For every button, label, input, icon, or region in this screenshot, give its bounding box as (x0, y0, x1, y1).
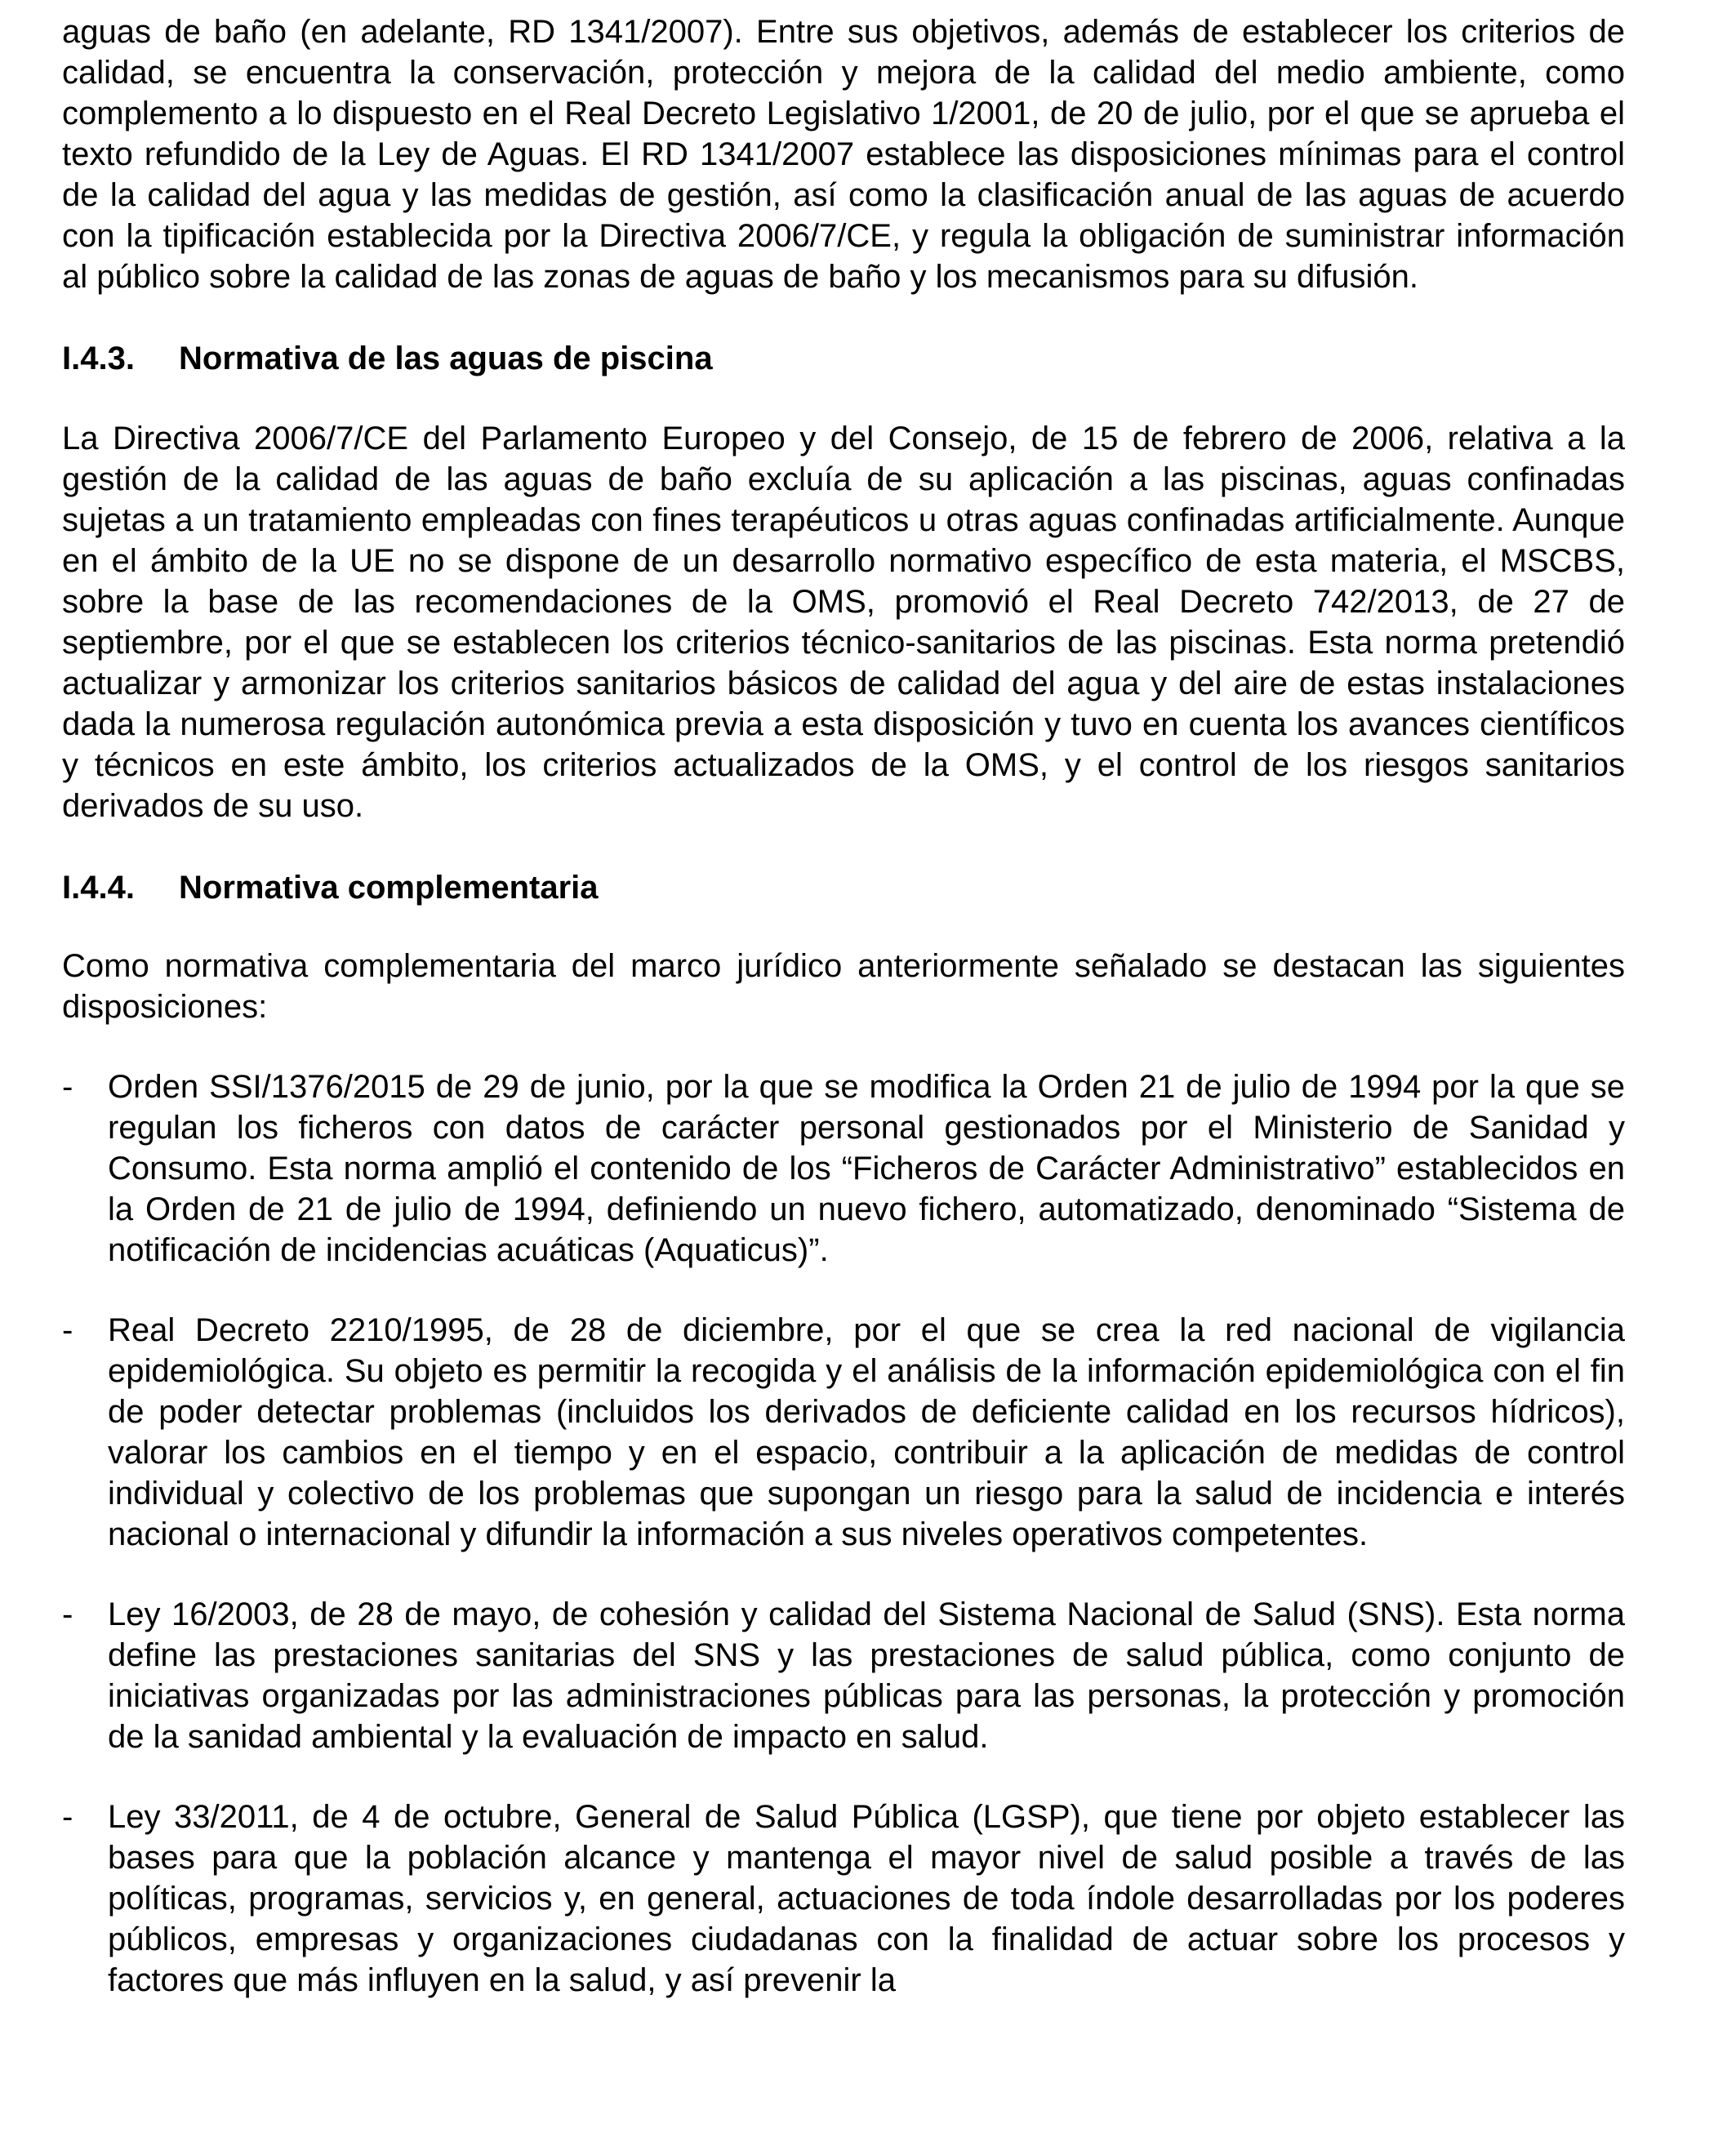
list-item (62, 1066, 1625, 1271)
list-item-text: Ley 16/2003, de 28 de mayo, de cohesión y calidad del Sistema Nacional de Salud (SNS). Esta norma define las prestaciones sanitarias del SNS y las prestaciones de salud pública, como conjunto de iniciativas organizadas por las administraciones públicas para las personas, la protección y promoción de la sanidad ambiental y la evaluación de impacto en salud. (108, 1596, 1625, 1755)
section-heading-444 (62, 867, 1625, 908)
list-bullet: - (62, 1069, 73, 1105)
section-number: I.4.4. (62, 870, 135, 906)
list-item (62, 1594, 1625, 1757)
section-title: Normativa de las aguas de piscina (179, 341, 713, 376)
section-444-intro-paragraph: Como normativa complementaria del marco jurídico anteriormente señalado se destacan las siguientes disposiciones: (62, 948, 1625, 1025)
list-bullet: - (62, 1799, 73, 1835)
list-item-text: Real Decreto 2210/1995, de 28 de diciembre, por el que se crea la red nacional de vigilancia epidemiológica. Su objeto es permitir la recogida y el análisis de la información epidemiológica con el fin de poder detectar problemas (incluidos los derivados de deficiente calidad en los recursos hídricos), valorar los cambios en el tiempo y en el espacio, contribuir a la aplicación de medidas de control individual y colectivo de los problemas que supongan un riesgo para la salud de incidencia e interés nacional o internacional y difundir la información a sus niveles operativos competentes. (108, 1312, 1625, 1552)
section-number: I.4.3. (62, 341, 135, 376)
list-bullet: - (62, 1596, 73, 1632)
section-title: Normativa complementaria (179, 870, 599, 906)
section-heading-443 (62, 338, 1625, 379)
dispositions-list (62, 1066, 1625, 2001)
list-bullet: - (62, 1312, 73, 1348)
list-item-text: Orden SSI/1376/2015 de 29 de junio, por la que se modifica la Orden 21 de julio de 1994 por la que se regulan los ficheros con datos de carácter personal gestionados por el Ministerio de Sanidad y Consumo. Esta norma amplió el contenido de los “Ficheros de Carácter Administrativo” establecidos en la Orden de 21 de julio de 1994, definiendo un nuevo fichero, automatizado, denominado “Sistema de notificación de incidencias acuáticas (Aquaticus)”. (108, 1069, 1625, 1268)
list-item (62, 1797, 1625, 2001)
document-page (62, 11, 1625, 2001)
intro-paragraph: aguas de baño (en adelante, RD 1341/2007). Entre sus objetivos, además de establecer los criterios de calidad, se encuentra la conservación, protección y mejora de la calidad del medio ambiente, como complemento a lo dispuesto en el Real Decreto Legislativo 1/2001, de 20 de julio, por el que se aprueba el texto refundido de la Ley de Aguas. El RD 1341/2007 establece las disposiciones mínimas para el control de la calidad del agua y las medidas de gestión, así como la clasificación anual de las aguas de acuerdo con la tipificación establecida por la Directiva 2006/7/CE, y regula la obligación de suministrar información al público sobre la calidad de las zonas de aguas de baño y los mecanismos para su difusión. (62, 14, 1625, 295)
section-443-paragraph: La Directiva 2006/7/CE del Parlamento Europeo y del Consejo, de 15 de febrero de 2006, relativa a la gestión de la calidad de las aguas de baño excluía de su aplicación a las piscinas, aguas confinadas sujetas a un tratamiento empleadas con fines terapéuticos u otras aguas confinadas artificialmente. Aunque en el ámbito de la UE no se dispone de un desarrollo normativo específico de esta materia, el MSCBS, sobre la base de las recomendaciones de la OMS, promovió el Real Decreto 742/2013, de 27 de septiembre, por el que se establecen los criterios técnico-sanitarios de las piscinas. Esta norma pretendió actualizar y armonizar los criterios sanitarios básicos de calidad del agua y del aire de estas instalaciones dada la numerosa regulación autonómica previa a esta disposición y tuvo en cuenta los avances científicos y técnicos en este ámbito, los criterios actualizados de la OMS, y el control de los riesgos sanitarios derivados de su uso. (62, 421, 1625, 824)
list-item-text: Ley 33/2011, de 4 de octubre, General de Salud Pública (LGSP), que tiene por objeto establecer las bases para que la población alcance y mantenga el mayor nivel de salud posible a través de las políticas, programas, servicios y, en general, actuaciones de toda índole desarrolladas por los poderes públicos, empresas y organizaciones ciudadanas con la finalidad de actuar sobre los procesos y factores que más influyen en la salud, y así prevenir la (108, 1799, 1625, 1998)
list-item (62, 1310, 1625, 1555)
